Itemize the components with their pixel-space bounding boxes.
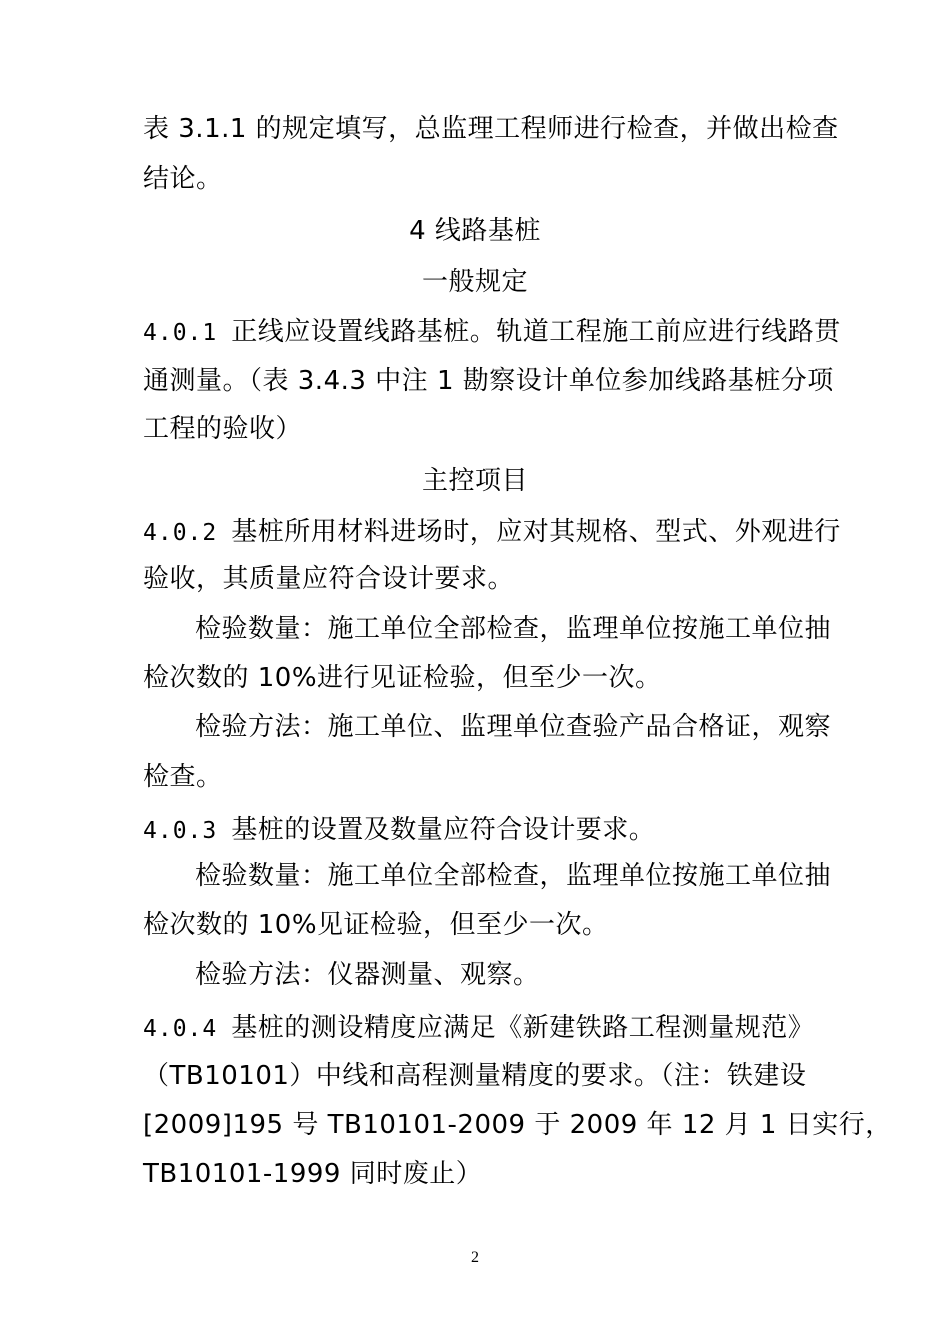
clause-401-line-3: 工程的验收） <box>143 414 303 444</box>
clause-text: 正线应设置线路基桩。轨道工程施工前应进行线路贯 <box>231 317 841 347</box>
section-heading-main: 主控项目 <box>421 466 528 496</box>
clause-401-line-1 <box>143 315 841 350</box>
chapter-title: 4 线路基桩 <box>409 216 541 246</box>
clause-403-inspection-method-1: 检验方法：仪器测量、观察。 <box>195 960 540 990</box>
clause-403-inspection-quantity-2: 检次数的 10%见证检验，但至少一次。 <box>143 910 609 940</box>
clause-402-inspection-method-1: 检验方法：施工单位、监理单位查验产品合格证，观察 <box>195 712 832 742</box>
page-number: 2 <box>471 1249 479 1266</box>
intro-line-2: 结论。 <box>143 164 223 194</box>
clause-402-inspection-quantity-2: 检次数的 10%进行见证检验，但至少一次。 <box>143 663 662 693</box>
clause-text: 基桩的测设精度应满足《新建铁路工程测量规范》 <box>231 1013 815 1043</box>
clause-text: 基桩的设置及数量应符合设计要求。 <box>231 815 656 845</box>
clause-404-line-1 <box>143 1011 823 1046</box>
clause-404-line-3: [2009]195 号 TB10101-2009 于 2009 年 12 月 1 日实行， <box>143 1110 892 1140</box>
clause-number: 4.0.4 <box>143 1016 218 1042</box>
clause-number: 4.0.2 <box>143 520 218 546</box>
clause-404-line-2: （TB10101）中线和高程测量精度的要求。（注：铁建设 <box>143 1061 807 1091</box>
clause-number: 4.0.1 <box>143 320 218 346</box>
clause-402-inspection-method-2: 检查。 <box>143 762 223 792</box>
clause-402-line-1 <box>143 515 841 550</box>
clause-402-inspection-quantity-1: 检验数量：施工单位全部检查，监理单位按施工单位抽 <box>195 614 832 644</box>
clause-402-line-2: 验收，其质量应符合设计要求。 <box>143 564 515 594</box>
clause-number: 4.0.3 <box>143 818 218 844</box>
clause-text: 基桩所用材料进场时，应对其规格、型式、外观进行 <box>231 517 841 547</box>
clause-401-line-2: 通测量。（表 3.4.3 中注 1 勘察设计单位参加线路基桩分项 <box>143 366 834 396</box>
clause-404-line-4: TB10101-1999 同时废止） <box>143 1159 483 1189</box>
clause-403-inspection-quantity-1: 检验数量：施工单位全部检查，监理单位按施工单位抽 <box>195 861 832 891</box>
section-heading-general: 一般规定 <box>421 267 528 297</box>
clause-403-line-1 <box>143 813 823 848</box>
intro-line-1: 表 3.1.1 的规定填写，总监理工程师进行检查，并做出检查 <box>143 114 839 144</box>
